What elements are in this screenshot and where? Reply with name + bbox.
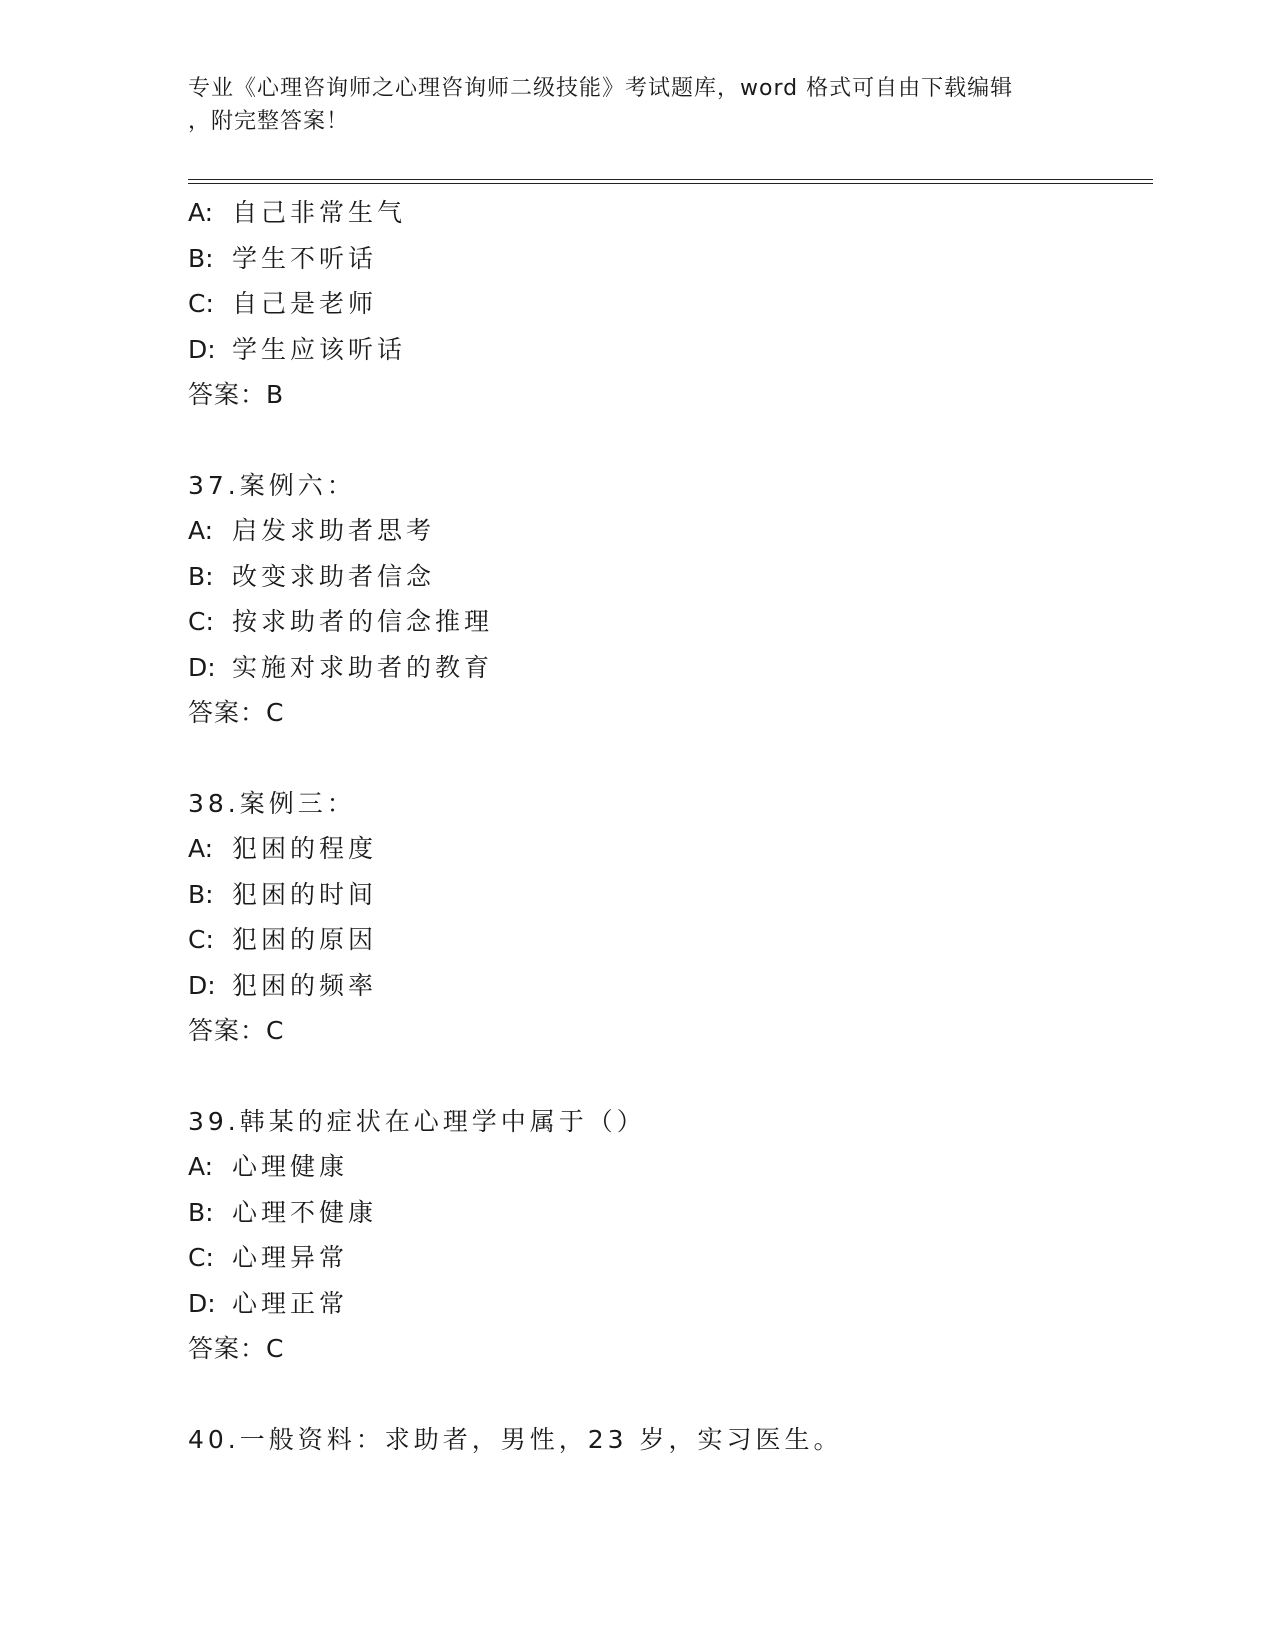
question-39 [188,1099,1148,1372]
question-38 [188,781,1148,1054]
option-c: C: 犯困的原因 [188,925,378,954]
answer-line: 答案：C [188,1016,285,1045]
question-title: 38.案例三： [188,788,356,818]
option-a: A: 自己非常生气 [188,198,407,227]
spacer [188,736,1148,781]
answer-line: 答案：B [188,380,285,409]
option-c: C: 按求助者的信念推理 [188,607,494,636]
spacer [188,1372,1148,1417]
answer-line: 答案：C [188,698,285,727]
option-b: B: 改变求助者信念 [188,561,436,591]
header-title-line-2: ，附完整答案！ [188,109,350,134]
option-b: B: 学生不听话 [188,243,378,273]
option-a: A: 心理健康 [188,1152,349,1181]
question-title: 39.韩某的症状在心理学中属于（） [188,1106,646,1136]
question-36 [188,190,1148,418]
option-d: D: 心理正常 [188,1288,349,1318]
question-40 [188,1417,1148,1463]
question-37 [188,463,1148,736]
document-header [188,72,1078,138]
header-title-line-1: 专业《心理咨询师之心理咨询师二级技能》考试题库，word 格式可自由下载编辑 [188,76,1014,101]
option-c: C: 心理异常 [188,1243,349,1272]
header-divider-top [188,179,1153,180]
option-b: B: 心理不健康 [188,1197,378,1227]
option-d: D: 学生应该听话 [188,334,407,364]
header-divider-bottom [188,183,1153,184]
option-d: D: 犯困的频率 [188,970,378,1000]
question-title: 37.案例六： [188,470,356,500]
question-list [188,190,1148,1462]
option-a: A: 犯困的程度 [188,834,378,863]
spacer [188,418,1148,463]
option-a: A: 启发求助者思考 [188,516,436,545]
spacer [188,1054,1148,1099]
answer-line: 答案：C [188,1334,285,1363]
option-c: C: 自己是老师 [188,289,378,318]
option-b: B: 犯困的时间 [188,879,378,909]
question-title: 40.一般资料：求助者，男性，23 岁，实习医生。 [188,1424,843,1454]
option-d: D: 实施对求助者的教育 [188,652,494,682]
